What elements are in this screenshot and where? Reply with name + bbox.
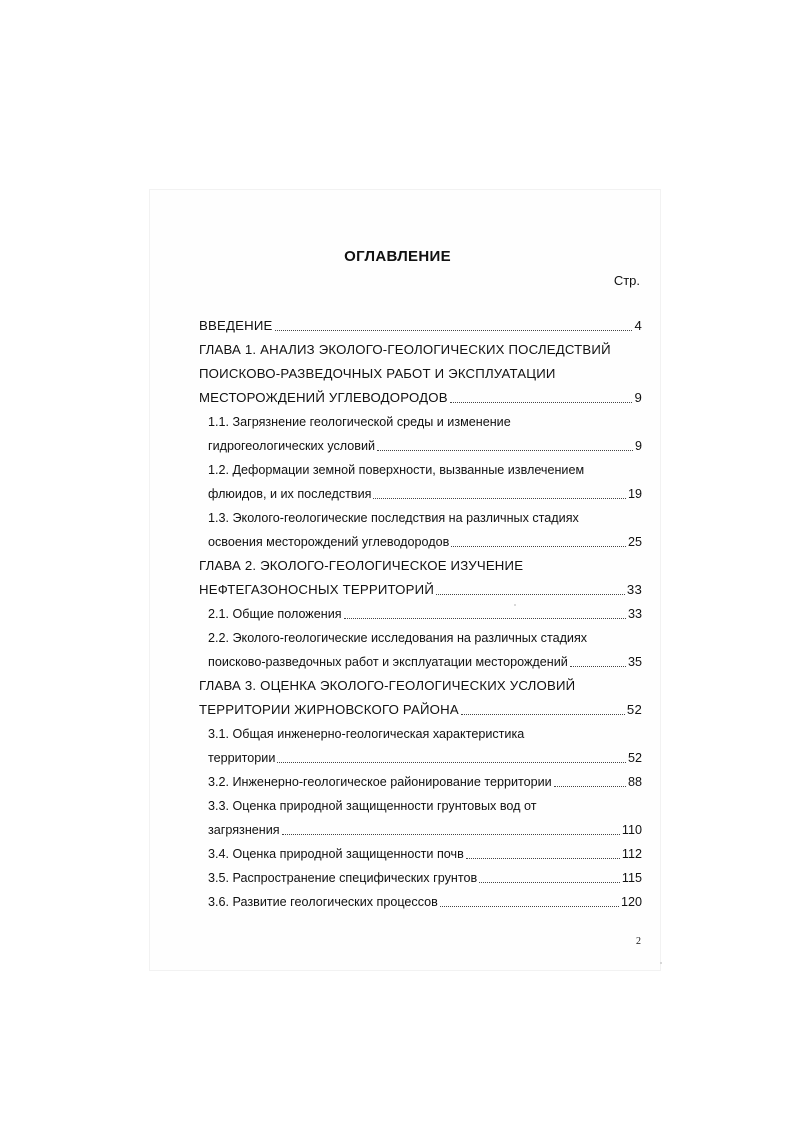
toc-entry bbox=[199, 794, 642, 818]
toc-entry-text: ПОИСКОВО-РАЗВЕДОЧНЫХ РАБОТ И ЭКСПЛУАТАЦИИ bbox=[199, 366, 556, 381]
toc-entry-page: 9 bbox=[634, 439, 642, 453]
toc-leader-dots bbox=[570, 666, 626, 667]
toc-entry-text: флюидов, и их последствия bbox=[208, 487, 372, 501]
toc-entry-text: 1.2. Деформации земной поверхности, вызванные извлечением bbox=[208, 463, 585, 477]
toc-entry-text: ТЕРРИТОРИИ ЖИРНОВСКОГО РАЙОНА bbox=[199, 702, 459, 717]
toc-entry bbox=[199, 722, 642, 746]
toc-entry-page: 120 bbox=[620, 895, 642, 909]
toc-entry-text: 1.1. Загрязнение геологической среды и изменение bbox=[208, 415, 511, 429]
toc-entry-text: 3.4. Оценка природной защищенности почв bbox=[208, 847, 464, 861]
toc-entry bbox=[199, 746, 642, 770]
toc-entry-page: 33 bbox=[627, 607, 642, 621]
toc-entry-page: 4 bbox=[634, 318, 642, 333]
toc-leader-dots bbox=[344, 618, 626, 619]
toc-entry-text: 3.2. Инженерно-геологическое районирование территории bbox=[208, 775, 552, 789]
toc-entry bbox=[199, 434, 642, 458]
toc-entry-text: загрязнения bbox=[208, 823, 280, 837]
toc-entry bbox=[199, 842, 642, 866]
toc-entry-page: 35 bbox=[627, 655, 642, 669]
toc-leader-dots bbox=[451, 546, 626, 547]
toc-entry bbox=[199, 506, 642, 530]
toc-entry-text: 3.6. Развитие геологических процессов bbox=[208, 895, 438, 909]
toc-entry-text: ВВЕДЕНИЕ bbox=[199, 318, 273, 333]
toc-entry bbox=[199, 626, 642, 650]
page-number: 2 bbox=[636, 936, 641, 947]
toc-entry bbox=[199, 338, 642, 362]
toc-entry-text: МЕСТОРОЖДЕНИЙ УГЛЕВОДОРОДОВ bbox=[199, 390, 448, 405]
toc-entry-text: ГЛАВА 3. ОЦЕНКА ЭКОЛОГО-ГЕОЛОГИЧЕСКИХ УСЛОВИЙ bbox=[199, 678, 576, 693]
toc-entry bbox=[199, 770, 642, 794]
toc-entry bbox=[199, 314, 642, 338]
toc-leader-dots bbox=[440, 906, 619, 907]
toc-entry-text: территории bbox=[208, 751, 276, 765]
toc-entry bbox=[199, 602, 642, 626]
toc-leader-dots bbox=[277, 762, 626, 763]
toc-leader-dots bbox=[450, 402, 633, 403]
toc-entry bbox=[199, 650, 642, 674]
toc-entry-page: 88 bbox=[627, 775, 642, 789]
pages-column-label: Стр. bbox=[613, 273, 640, 288]
toc-entry bbox=[199, 818, 642, 842]
toc-leader-dots bbox=[461, 714, 625, 715]
toc-entry-text: 3.3. Оценка природной защищенности грунтовых вод от bbox=[208, 799, 537, 813]
toc-entry bbox=[199, 530, 642, 554]
toc-leader-dots bbox=[466, 858, 620, 859]
toc-leader-dots bbox=[282, 834, 620, 835]
page-title: ОГЛАВЛЕНИЕ bbox=[344, 248, 451, 265]
toc-entry-page: 52 bbox=[627, 751, 642, 765]
toc-entry-text: 2.2. Эколого-геологические исследования на различных стадиях bbox=[208, 631, 588, 645]
toc-entry-text: гидрогеологических условий bbox=[208, 439, 376, 453]
toc-entry-page: 9 bbox=[634, 390, 642, 405]
toc-entry-page: 19 bbox=[627, 487, 642, 501]
toc-leader-dots bbox=[436, 594, 625, 595]
toc-entry-page: 33 bbox=[626, 582, 642, 597]
toc-entry-text: 1.3. Эколого-геологические последствия на различных стадиях bbox=[208, 511, 579, 525]
toc-entry-text: НЕФТЕГАЗОНОСНЫХ ТЕРРИТОРИЙ bbox=[199, 582, 434, 597]
toc-entry-text: 3.5. Распространение специфических грунтов bbox=[208, 871, 478, 885]
toc-leader-dots bbox=[554, 786, 626, 787]
toc-entry bbox=[199, 674, 642, 698]
toc-leader-dots bbox=[377, 450, 633, 451]
toc-entry-page: 25 bbox=[627, 535, 642, 549]
toc-entry bbox=[199, 362, 642, 386]
toc-entry bbox=[199, 890, 642, 914]
toc-entry bbox=[199, 410, 642, 434]
toc-entry bbox=[199, 386, 642, 410]
toc-entry bbox=[199, 554, 642, 578]
toc-leader-dots bbox=[275, 330, 633, 331]
toc-entry-text: 3.1. Общая инженерно-геологическая характеристика bbox=[208, 727, 525, 741]
toc-entry-text: 2.1. Общие положения bbox=[208, 607, 342, 621]
scan-speck bbox=[514, 604, 516, 606]
toc-entry-page: 115 bbox=[621, 871, 642, 885]
toc-entry bbox=[199, 458, 642, 482]
toc-entry bbox=[199, 482, 642, 506]
toc-entry-text: поисково-разведочных работ и эксплуатации месторождений bbox=[208, 655, 568, 669]
toc-entry bbox=[199, 578, 642, 602]
toc-entry-text: освоения месторождений углеводородов bbox=[208, 535, 450, 549]
toc-entry-page: 112 bbox=[621, 847, 642, 861]
table-of-contents bbox=[199, 314, 642, 914]
scan-speck bbox=[660, 962, 662, 964]
toc-entry-page: 110 bbox=[621, 823, 642, 837]
toc-leader-dots bbox=[479, 882, 620, 883]
toc-entry bbox=[199, 866, 642, 890]
toc-entry bbox=[199, 698, 642, 722]
toc-entry-page: 52 bbox=[626, 702, 642, 717]
toc-entry-text: ГЛАВА 1. АНАЛИЗ ЭКОЛОГО-ГЕОЛОГИЧЕСКИХ ПОСЛЕДСТВИЙ bbox=[199, 342, 611, 357]
toc-entry-text: ГЛАВА 2. ЭКОЛОГО-ГЕОЛОГИЧЕСКОЕ ИЗУЧЕНИЕ bbox=[199, 558, 524, 573]
toc-leader-dots bbox=[373, 498, 626, 499]
